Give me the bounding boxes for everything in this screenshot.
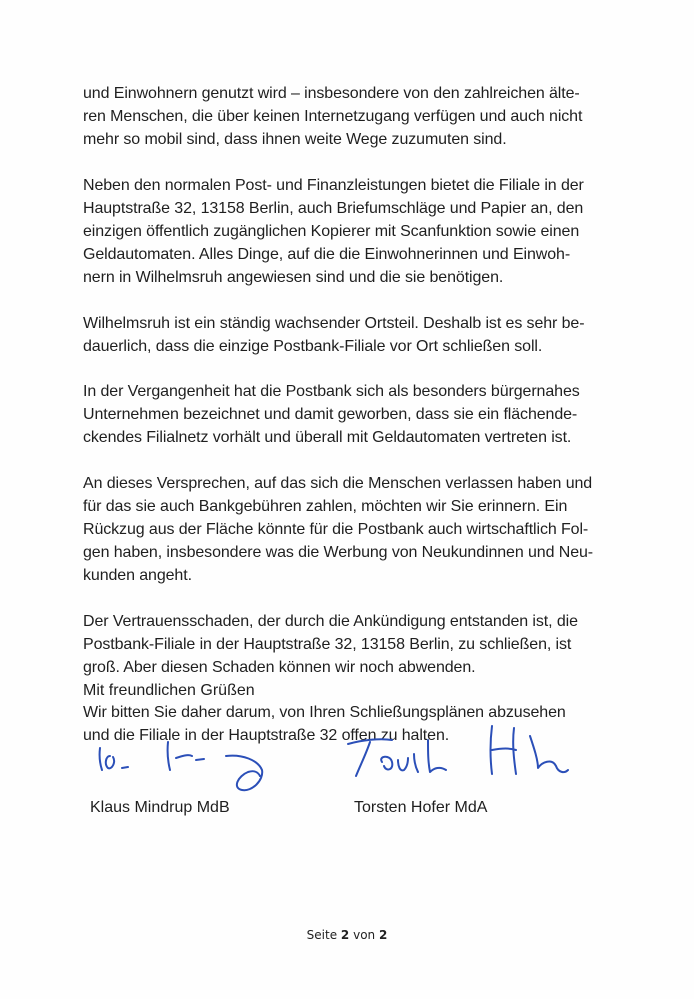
signatory-name-2: Torsten Hofer MdA — [354, 799, 488, 816]
footer-total-pages: 2 — [378, 928, 388, 942]
paragraph-6: Der Vertrauensschaden, der durch die Ankündigung entstanden ist, die Postbank-Filiale in der Hauptstraße 32, 13158 Berlin, zu schließen, ist groß. Aber diesen Schaden können wir noch abwenden. — [83, 612, 578, 677]
paragraph-2: Neben den normalen Post- und Finanzleistungen bietet die Filiale in der Hauptstraße 32, 13158 Berlin, auch Briefumschläge und Papier an, den einzigen öffentlich zugänglichen Kopierer mit Scanfunktion sowie einen Geldautomaten. Alles Dinge, auf die die Einwohnerinnen und Einwoh- nern in Wilhelmsruh angewiesen sind und die sie benötigen. — [83, 176, 584, 287]
signatory-name-1: Klaus Mindrup MdB — [90, 799, 230, 816]
paragraph-7: Wir bitten Sie daher darum, von Ihren Schließungsplänen abzusehen und die Filiale in der Hauptstraße 32 offen zu halten. — [83, 704, 566, 745]
paragraph-4: In der Vergangenheit hat die Postbank sich als besonders bürgernahes Unternehmen bezeichnet und damit geworben, dass sie ein flächende- ckendes Filialnetz vorhält und überall mit Geldautomaten vertreten ist. — [83, 383, 580, 447]
closing-salutation: Mit freundlichen Grüßen — [83, 682, 255, 699]
paragraph-3: Wilhelmsruh ist ein ständig wachsender Ortsteil. Deshalb ist es sehr be- dauerlich, dass die einzige Postbank-Filiale vor Ort schließen soll. — [83, 314, 585, 355]
footer-prefix: Seite — [306, 928, 338, 942]
letter-body — [83, 82, 623, 770]
paragraph-1: und Einwohnern genutzt wird – insbesondere von den zahlreichen älte- ren Menschen, die über keinen Internetzugang verfügen und auch nicht mehr so mobil sind, dass ihnen weite Wege zuzumuten sind. — [83, 85, 583, 149]
signature-klaus-mindrup — [92, 730, 292, 800]
page-footer — [0, 928, 694, 942]
signature-torsten-hofer — [342, 718, 582, 788]
footer-middle: von — [353, 928, 376, 942]
paragraph-5: An dieses Versprechen, auf das sich die Menschen verlassen haben und für das sie auch Bankgebühren zahlen, möchten wir Sie erinnern. Ein Rückzug aus der Fläche könnte für die Postbank auch wirtschaftlich Fol- gen haben, insbesondere was die Werbung von Neukundinnen und Neu- kunden angeht. — [83, 474, 594, 585]
footer-page-number: 2 — [340, 928, 350, 942]
